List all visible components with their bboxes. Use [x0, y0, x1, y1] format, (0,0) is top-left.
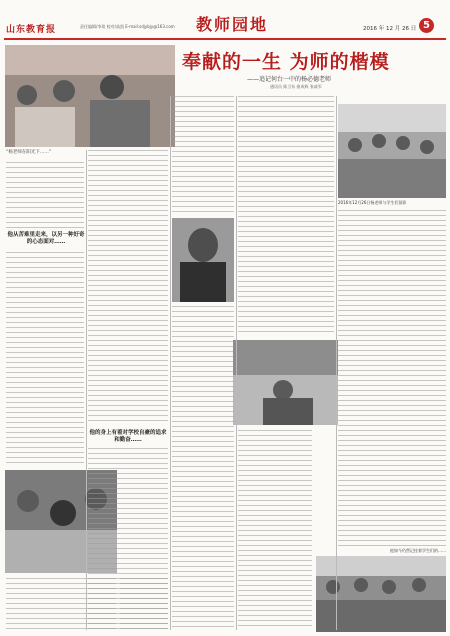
body-text-column [6, 252, 84, 464]
section-subtitle: 他从苦难里走来，以另一种好奇的心态面对…… [7, 232, 85, 245]
section-subtitle: 他的身上有着对学校自豪的追求和勤奋…… [89, 430, 167, 443]
body-text-column [238, 430, 312, 630]
photo-caption: “杨老师在阳光下……” [6, 150, 52, 155]
column-divider [336, 96, 337, 630]
photo-caption: 他如今仍然记挂着学生们的…… [390, 548, 446, 553]
body-text-column [6, 162, 84, 230]
body-text-column [172, 96, 234, 214]
section-title: 教师园地 [196, 15, 269, 34]
column-divider [236, 96, 237, 630]
editor-info: 责任编辑/李琰 校对/高凯 E-mail:sdjybjy@163.com [80, 24, 175, 29]
body-text-column [338, 210, 446, 546]
page-number-badge: 5 [419, 18, 434, 33]
column-divider [86, 150, 87, 630]
header-rule [4, 38, 446, 40]
article-headline: 奉献的一生 为师的楷模 [182, 51, 390, 73]
photo-classroom [5, 45, 175, 147]
photo-caption: 2016年12月26日杨老师与学生们留影 [338, 200, 407, 205]
column-divider [170, 96, 171, 630]
masthead: 山东教育报 [6, 25, 57, 35]
article-byline: 通讯员 陈卫东 曲成辉 张咸军 [270, 84, 322, 89]
body-text-column [6, 578, 116, 630]
body-text-column [88, 150, 168, 425]
page-header [0, 0, 450, 40]
photo-group [338, 104, 446, 198]
issue-date: 2016 年 12 月 26 日 [363, 26, 417, 32]
body-text-column [120, 578, 168, 630]
photo-office [233, 340, 338, 425]
article-subheadline: ——追记何台一中的杨必德老师 [247, 76, 332, 83]
body-text-column [172, 306, 234, 630]
body-text-column [238, 96, 334, 336]
photo-portrait [172, 218, 234, 302]
